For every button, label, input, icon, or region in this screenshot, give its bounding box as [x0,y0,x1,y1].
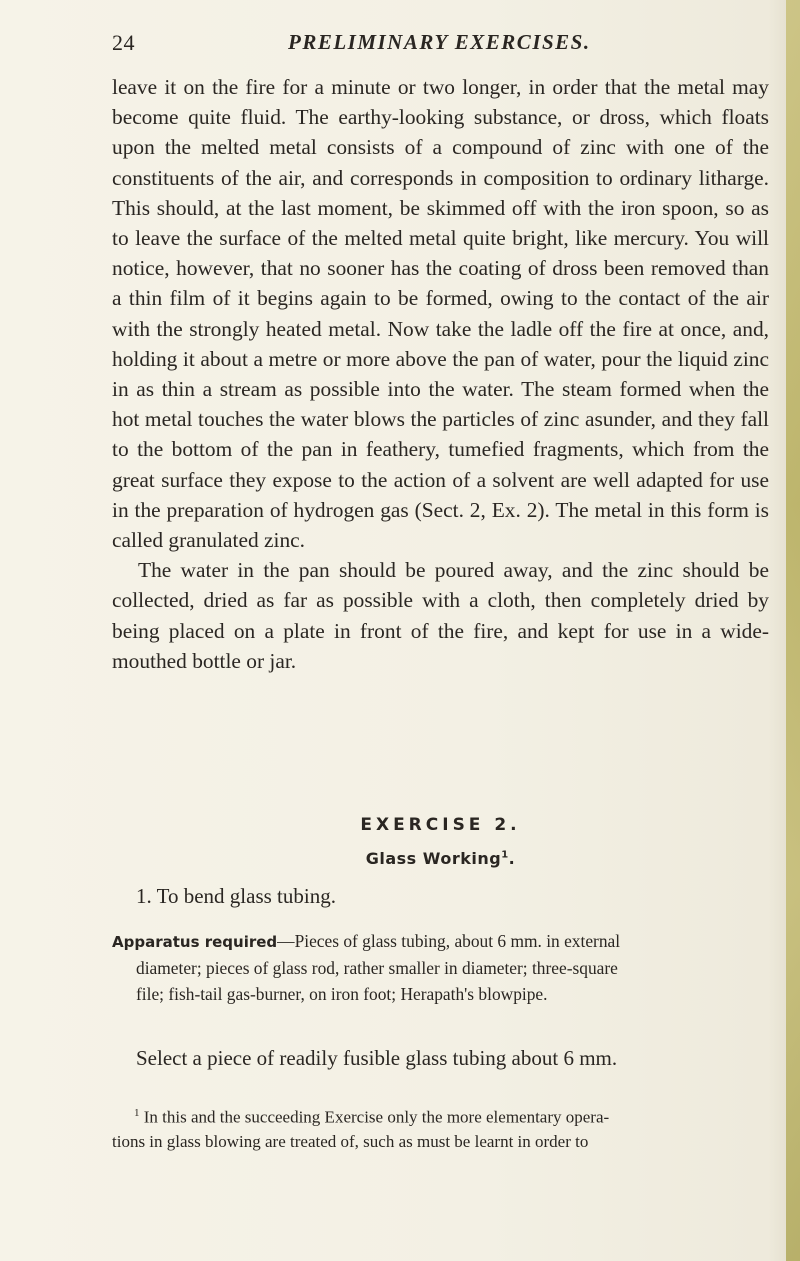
exercise-subtitle-text: Glass Working [365,849,502,868]
running-head: PRELIMINARY EXERCISES. [288,30,591,54]
paragraph-2: The water in the pan should be poured away, and the zinc should be collected, dried as far as possible with a cloth, then completely dried by being placed on a plate in front of the fire, and kept for use in a wide-mouthed bottle or jar. [112,558,769,673]
apparatus-line-1 [112,928,769,955]
page-edge [786,0,800,1261]
footnote [112,1101,769,1154]
paragraph-1: leave it on the fire for a minute or two longer, in order that the metal may become quite fluid. The earthy-looking substance, or dross, which floats upon the melted metal consists of a compound of zinc with one of the constituents of the air, and corresponds in composition to ordinary litharge. This should, at the last moment, be skimmed off with the iron spoon, so as to leave the surface of the melted metal quite bright, like mercury. You will notice, however, that no sooner has the coating of dross been removed than a thin film of it begins again to be formed, owing to the contact of the air with the strongly heated metal. Now take the ladle off the fire at once, and, holding it about a metre or more above the pan of water, pour the liquid zinc in as thin a stream as possible into the water. The steam formed when the hot metal touches the water blows the particles of zinc asunder, and they fall to the bottom of the pan in feathery, tumefied fragments, which from the great surface they expose to the action of a solvent are well adapted for use in the preparation of hydrogen gas (Sect. 2, Ex. 2). The metal in this form is called granulated zinc. [112,75,769,553]
apparatus-label: Apparatus required [112,933,278,951]
instruction-text: Select a piece of readily fusible glass tubing about 6 mm. [136,1046,618,1070]
footnote-marker: 1 [134,1107,140,1119]
page-number: 24 [112,30,135,55]
exercise-subtitle: Glass Working$^1$. [365,849,516,868]
apparatus-list [112,928,769,1007]
section-heading: 1. To bend glass tubing. [136,884,336,908]
body-text [112,72,769,676]
footnote-line-2: tions in glass blowing are treated of, such as must be learnt in order to [112,1131,589,1151]
exercise-title: EXERCISE 2. [360,815,521,835]
footnote-text-1: In this and the succeeding Exercise only the more elementary opera- [143,1107,610,1127]
footnote-line-1 [112,1101,769,1130]
apparatus-line-3: file; fish-tail gas-burner, on iron foot; Herapath's blowpipe. [136,984,548,1004]
page-header [112,30,772,60]
apparatus-text-1: —Pieces of glass tubing, about 6 mm. in external [277,931,621,951]
footnote-reference: 1 [501,849,509,861]
apparatus-line-2: diameter; pieces of glass rod, rather smaller in diameter; three-square [136,958,618,978]
